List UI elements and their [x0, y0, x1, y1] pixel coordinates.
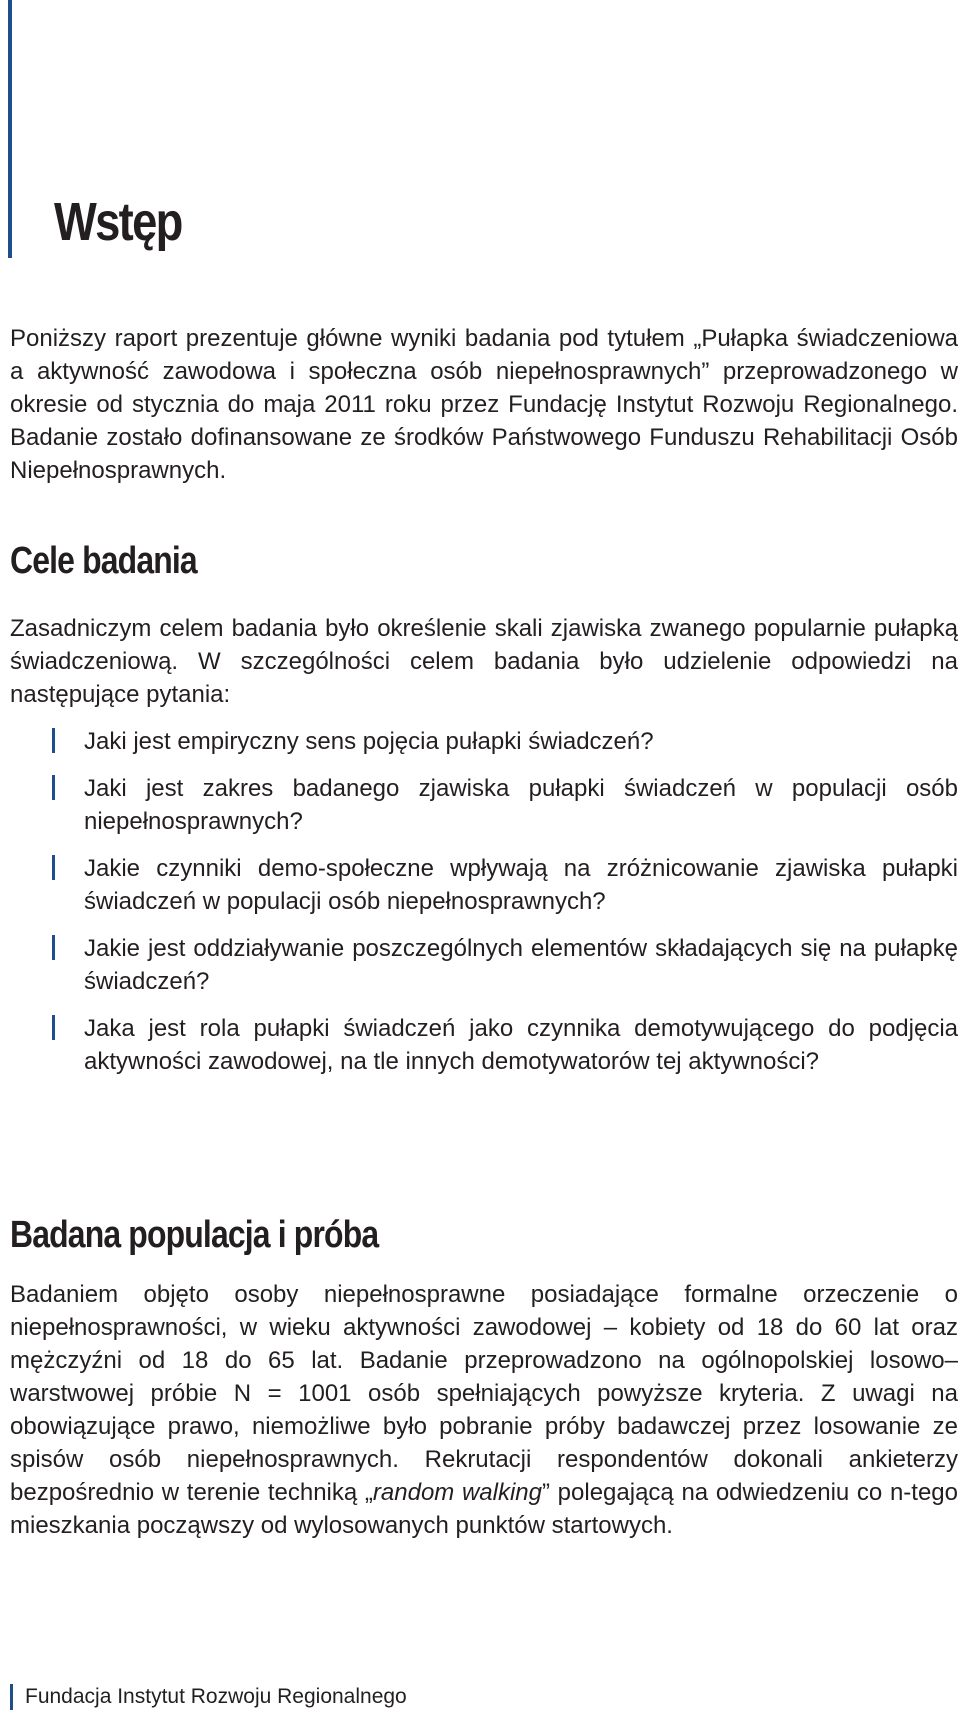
bullet-bar: [52, 775, 55, 800]
population-text-italic: random walking: [372, 1479, 542, 1506]
questions-list: [10, 725, 958, 1078]
bullet-bar: [52, 855, 55, 880]
population-section: [10, 1212, 958, 1542]
question-text: Jaki jest zakres badanego zjawiska pułapki świadczeń w populacji osób niepełnosprawnych?: [84, 775, 958, 835]
page-title: Wstęp: [54, 192, 182, 252]
population-heading: Badana populacja i próba: [10, 1214, 379, 1256]
population-text-before: Badaniem objęto osoby niepełnosprawne posiadające formalne orzeczenie o niepełnosprawności, w wieku aktywności zawodowej – kobiety od 18 do 60 lat oraz mężczyźni od 18 do 65 lat. Badanie przeprowadzono na ogólnopolskiej losowo–warstwowej próbie N = 1001 osób spełniających powyższe kryteria. Z uwagi na obowiązujące prawo, niemożliwe było pobranie próby badawczej przez losowanie ze spisów osób niepełnosprawnych. Rekrutacji respondentów dokonali ankieterzy bezpośrednio w terenie techniką „: [10, 1281, 958, 1506]
footer-bar: [10, 1684, 13, 1710]
question-text: Jakie czynniki demo-społeczne wpływają na zróżnicowanie zjawiska pułapki świadczeń w populacji osób niepełnosprawnych?: [84, 855, 958, 915]
list-item: [10, 725, 958, 758]
footer-text: Fundacja Instytut Rozwoju Regionalnego: [25, 1685, 407, 1708]
question-text: Jaka jest rola pułapki świadczeń jako czynnika demotywującego do podjęcia aktywności zawodowej, na tle innych demotywatorów tej aktywności?: [84, 1015, 958, 1075]
list-item: [10, 1012, 958, 1078]
population-paragraph: [10, 1278, 958, 1542]
bullet-bar: [52, 935, 55, 960]
population-text-after: ” polegającą na odwiedzeniu co n-tego mieszkania począwszy od wylosowanych punktów startowych.: [10, 1479, 958, 1539]
list-item: [10, 932, 958, 998]
question-text: Jakie jest oddziaływanie poszczególnych elementów składających się na pułapkę świadczeń?: [84, 935, 958, 995]
goals-section: [10, 538, 958, 1092]
list-item: [10, 772, 958, 838]
bullet-bar: [52, 1015, 55, 1040]
intro-section: [10, 322, 958, 487]
goals-heading: Cele badania: [10, 540, 197, 582]
decorative-top-bar: [8, 0, 12, 258]
intro-paragraph: Poniższy raport prezentuje główne wyniki badania pod tytułem „Pułapka świadczeniowa a aktywność zawodowa i społeczna osób niepełnosprawnych” przeprowadzonego w okresie od stycznia do maja 2011 roku przez Fundację Instytut Rozwoju Regionalnego. Badanie zostało dofinansowane ze środków Państwowego Funduszu Rehabilitacji Osób Niepełnosprawnych.: [10, 325, 958, 484]
question-text: Jaki jest empiryczny sens pojęcia pułapki świadczeń?: [84, 728, 654, 755]
bullet-bar: [52, 728, 55, 753]
list-item: [10, 852, 958, 918]
goals-paragraph: Zasadniczym celem badania było określenie skali zjawiska zwanego popularnie pułapką świadczeniową. W szczególności celem badania było udzielenie odpowiedzi na następujące pytania:: [10, 615, 958, 708]
